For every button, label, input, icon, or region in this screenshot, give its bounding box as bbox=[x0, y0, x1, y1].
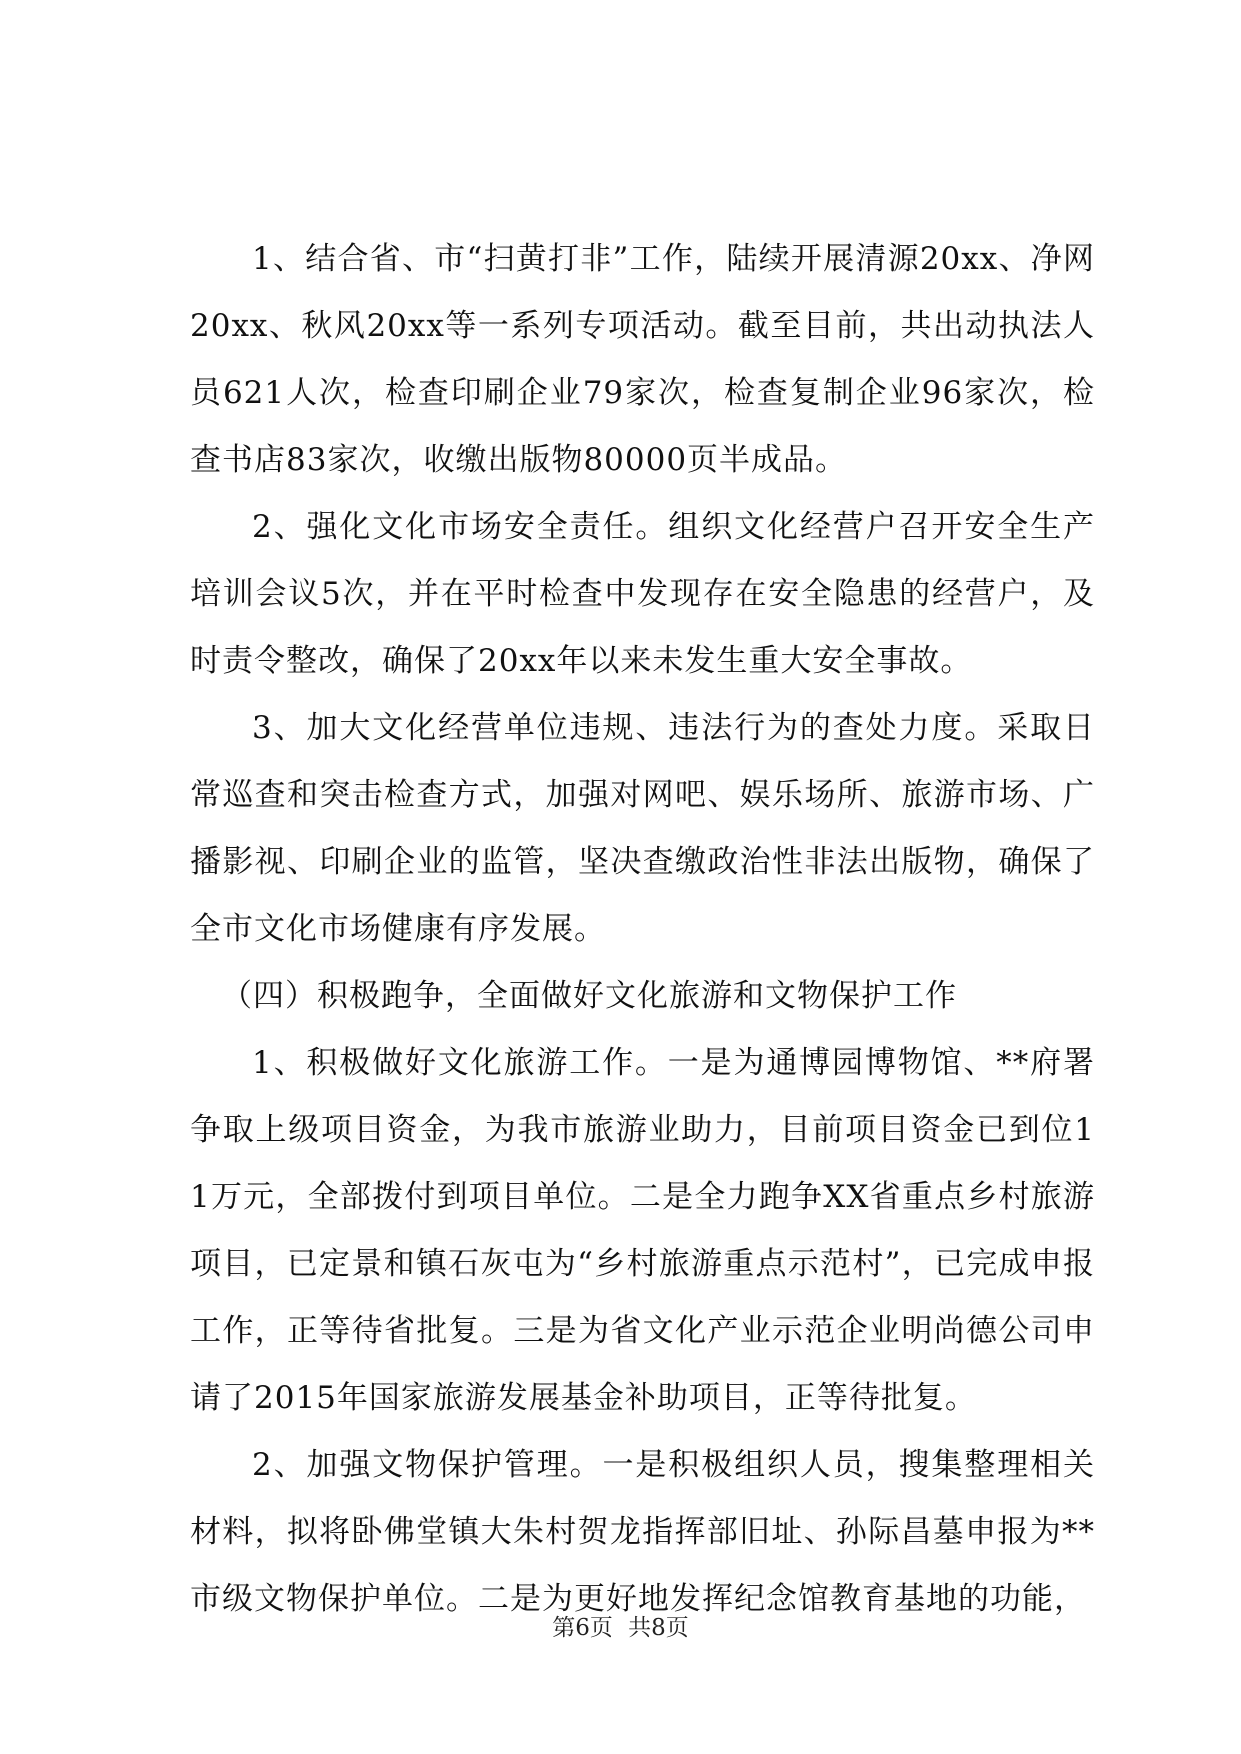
document-body bbox=[190, 226, 1095, 1633]
page-total: 共8页 bbox=[628, 1615, 689, 1641]
page-footer bbox=[0, 1613, 1241, 1643]
paragraph-item-1: 1、结合省、市“扫黄打非”工作，陆续开展清源20xx、净网20xx、秋风20xx等一系列专项活动。截至目前，共出动执法人员621人次，检查印刷企业79家次，检查复制企业96家次，检查书店83家次，收缴出版物80000页半成品。 bbox=[190, 241, 1095, 478]
paragraph-item-2: 2、强化文化市场安全责任。组织文化经营户召开安全生产培训会议5次，并在平时检查中发现存在安全隐患的经营户，及时责令整改，确保了20xx年以来未发生重大安全事故。 bbox=[190, 509, 1095, 679]
page-number: 第6页 bbox=[552, 1615, 613, 1641]
paragraph-item-4: 1、积极做好文化旅游工作。一是为通博园博物馆、**府署争取上级项目资金，为我市旅游业助力，目前项目资金已到位11万元，全部拨付到项目单位。二是全力跑争XX省重点乡村旅游项目，已定景和镇石灰屯为“乡村旅游重点示范村”，已完成申报工作，正等待省批复。三是为省文化产业示范企业明尚德公司申请了2015年国家旅游发展基金补助项目，正等待批复。 bbox=[190, 1045, 1095, 1416]
section-heading: （四）积极跑争，全面做好文化旅游和文物保护工作 bbox=[221, 978, 957, 1014]
paragraph-item-3: 3、加大文化经营单位违规、违法行为的查处力度。采取日常巡查和突击检查方式，加强对网吧、娱乐场所、旅游市场、广播影视、印刷企业的监管，坚决查缴政治性非法出版物，确保了全市文化市场健康有序发展。 bbox=[190, 710, 1095, 947]
paragraph-item-5: 2、加强文物保护管理。一是积极组织人员，搜集整理相关材料，拟将卧佛堂镇大朱村贺龙指挥部旧址、孙际昌墓申报为**市级文物保护单位。二是为更好地发挥纪念馆教育基地的功能， bbox=[190, 1447, 1095, 1617]
